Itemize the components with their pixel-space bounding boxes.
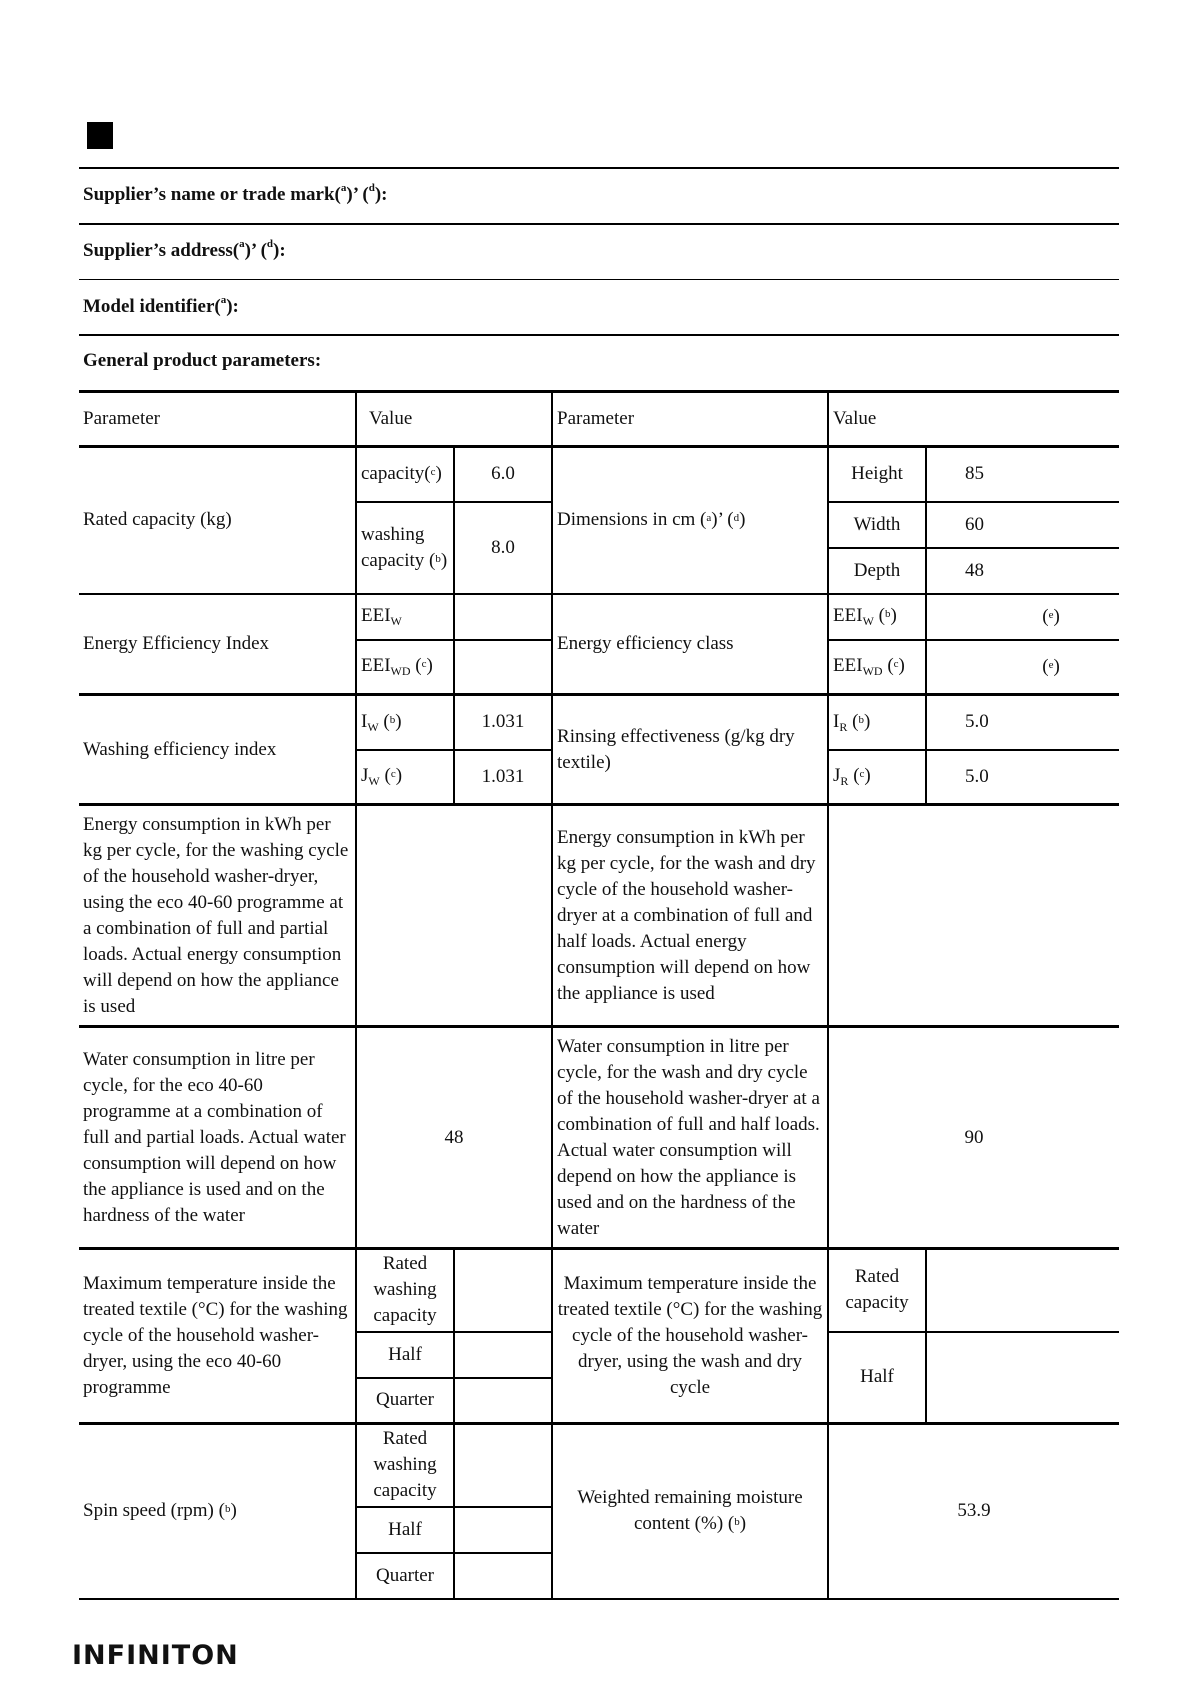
ir-value: 5.0 bbox=[926, 695, 1119, 750]
eei-wd-value bbox=[454, 640, 552, 695]
jr-label: $J_R$ ($^c$) bbox=[828, 750, 926, 805]
divider bbox=[79, 334, 1119, 336]
divider bbox=[79, 223, 1119, 225]
rated-capacity-label: Rated capacity (kg) bbox=[79, 447, 356, 594]
energy-wash-label: Energy consumption in kWh per kg per cycle, for the washing cycle of the household washer-dryer, using the eco 40-60 programme at a combination of full and partial loads. Actual energy consumption will depend on how the appliance is used bbox=[79, 805, 356, 1027]
water-washdry-label: Water consumption in litre per cycle, for the wash and dry cycle of the household washer-dryer at a combination of full and half loads. Actual water consumption will depend on how the appliance is used and on the hardness of the water bbox=[552, 1027, 828, 1249]
col-header-value-right: Value bbox=[828, 392, 1119, 447]
eei-w-label: $EEI_W$ bbox=[356, 594, 454, 640]
maxtemp-washdry-rated-label: Rated capacity bbox=[828, 1249, 926, 1332]
class-eei-wd-value: ($^e$) bbox=[926, 640, 1119, 695]
eei-w-value bbox=[454, 594, 552, 640]
maxtemp-wash-label: Maximum temperature inside the treated textile (°C) for the washing cycle of the household washer- dryer, using the eco 40-60 programme bbox=[79, 1249, 356, 1424]
jw-value: 1.031 bbox=[454, 750, 552, 805]
class-eei-w-value: ($^e$) bbox=[926, 594, 1119, 640]
maxtemp-wash-quarter-label: Quarter bbox=[356, 1378, 454, 1424]
jr-value: 5.0 bbox=[926, 750, 1119, 805]
moisture-label: Weighted remaining moisture content (%) ($^b$) bbox=[552, 1424, 828, 1599]
spin-quarter-label: Quarter bbox=[356, 1553, 454, 1599]
spin-half-label: Half bbox=[356, 1507, 454, 1553]
capacity-sublabel: capacity($^c$) bbox=[356, 447, 454, 502]
col-header-value: Value bbox=[356, 392, 552, 447]
table-header-row bbox=[79, 392, 1119, 447]
maxtemp-wash-half-label: Half bbox=[356, 1332, 454, 1378]
water-wash-label: Water consumption in litre per cycle, for the eco 40-60 programme at a combination of full and partial loads. Actual water consumption will depend on how the appliance is used and on the hardness of the water bbox=[79, 1027, 356, 1249]
depth-value: 48 bbox=[926, 548, 1119, 594]
washing-efficiency-label: Washing efficiency index bbox=[79, 695, 356, 805]
spin-speed-label: Spin speed (rpm) ($^b$) bbox=[79, 1424, 356, 1599]
product-parameters-table bbox=[79, 390, 1119, 1600]
washing-capacity-sublabel: washing capacity ($^b$) bbox=[356, 502, 454, 594]
spin-rated-value bbox=[454, 1424, 552, 1507]
maxtemp-wash-quarter-value bbox=[454, 1378, 552, 1424]
maxtemp-wash-rated-label: Rated washing capacity bbox=[356, 1249, 454, 1332]
width-value: 60 bbox=[926, 502, 1119, 548]
divider bbox=[79, 279, 1119, 280]
supplier-address-label: Supplier’s address($^a$)’ ($^d$): bbox=[83, 238, 286, 261]
maxtemp-washdry-half-label: Half bbox=[828, 1332, 926, 1424]
iw-value: 1.031 bbox=[454, 695, 552, 750]
table-row bbox=[79, 1249, 1119, 1332]
section-marker-square bbox=[87, 122, 113, 149]
table-row bbox=[79, 447, 1119, 502]
spin-rated-label: Rated washing capacity bbox=[356, 1424, 454, 1507]
col-header-parameter: Parameter bbox=[79, 392, 356, 447]
table-row bbox=[79, 594, 1119, 640]
jw-label: $J_W$ ($^c$) bbox=[356, 750, 454, 805]
divider bbox=[79, 167, 1119, 169]
energy-washdry-value bbox=[828, 805, 1119, 1027]
dimensions-label: Dimensions in cm ($^a$)’ ($^d$) bbox=[552, 447, 828, 594]
height-label: Height bbox=[828, 447, 926, 502]
class-eei-wd-label: $EEI_{WD}$ ($^c$) bbox=[828, 640, 926, 695]
maxtemp-washdry-half-value bbox=[926, 1332, 1119, 1424]
rinsing-label: Rinsing effectiveness (g/kg dry textile) bbox=[552, 695, 828, 805]
table-row bbox=[79, 695, 1119, 750]
width-label: Width bbox=[828, 502, 926, 548]
table-row bbox=[79, 1027, 1119, 1249]
maxtemp-washdry-rated-value bbox=[926, 1249, 1119, 1332]
class-eei-w-label: $EEI_W$ ($^b$) bbox=[828, 594, 926, 640]
water-washdry-value: 90 bbox=[828, 1027, 1119, 1249]
water-wash-value: 48 bbox=[356, 1027, 552, 1249]
washing-capacity-value: 8.0 bbox=[454, 502, 552, 594]
maxtemp-washdry-label: Maximum temperature inside the treated textile (°C) for the washing cycle of the household washer-dryer, using the wash and dry cycle bbox=[552, 1249, 828, 1424]
height-value: 85 bbox=[926, 447, 1119, 502]
col-header-parameter-right: Parameter bbox=[552, 392, 828, 447]
eei-wd-label: $EEI_{WD}$ ($^c$) bbox=[356, 640, 454, 695]
model-identifier-label: Model identifier($^a$): bbox=[83, 294, 239, 317]
brand-logo: INFINITON bbox=[72, 1640, 239, 1671]
iw-label: $I_W$ ($^b$) bbox=[356, 695, 454, 750]
spin-quarter-value bbox=[454, 1553, 552, 1599]
table-row bbox=[79, 805, 1119, 1027]
maxtemp-wash-half-value bbox=[454, 1332, 552, 1378]
energy-wash-value bbox=[356, 805, 552, 1027]
depth-label: Depth bbox=[828, 548, 926, 594]
energy-class-label: Energy efficiency class bbox=[552, 594, 828, 695]
eei-label: Energy Efficiency Index bbox=[79, 594, 356, 695]
general-params-heading: General product parameters: bbox=[83, 350, 322, 371]
spin-half-value bbox=[454, 1507, 552, 1553]
supplier-name-label: Supplier’s name or trade mark($^a$)’ ($^d$): bbox=[83, 182, 388, 205]
maxtemp-wash-rated-value bbox=[454, 1249, 552, 1332]
table-row bbox=[79, 1424, 1119, 1507]
capacity-value: 6.0 bbox=[454, 447, 552, 502]
moisture-value: 53.9 bbox=[828, 1424, 1119, 1599]
ir-label: $I_R$ ($^b$) bbox=[828, 695, 926, 750]
energy-washdry-label: Energy consumption in kWh per kg per cycle, for the wash and dry cycle of the household washer-dryer at a combination of full and half loads. Actual energy consumption will depend on how the appliance is used bbox=[552, 805, 828, 1027]
